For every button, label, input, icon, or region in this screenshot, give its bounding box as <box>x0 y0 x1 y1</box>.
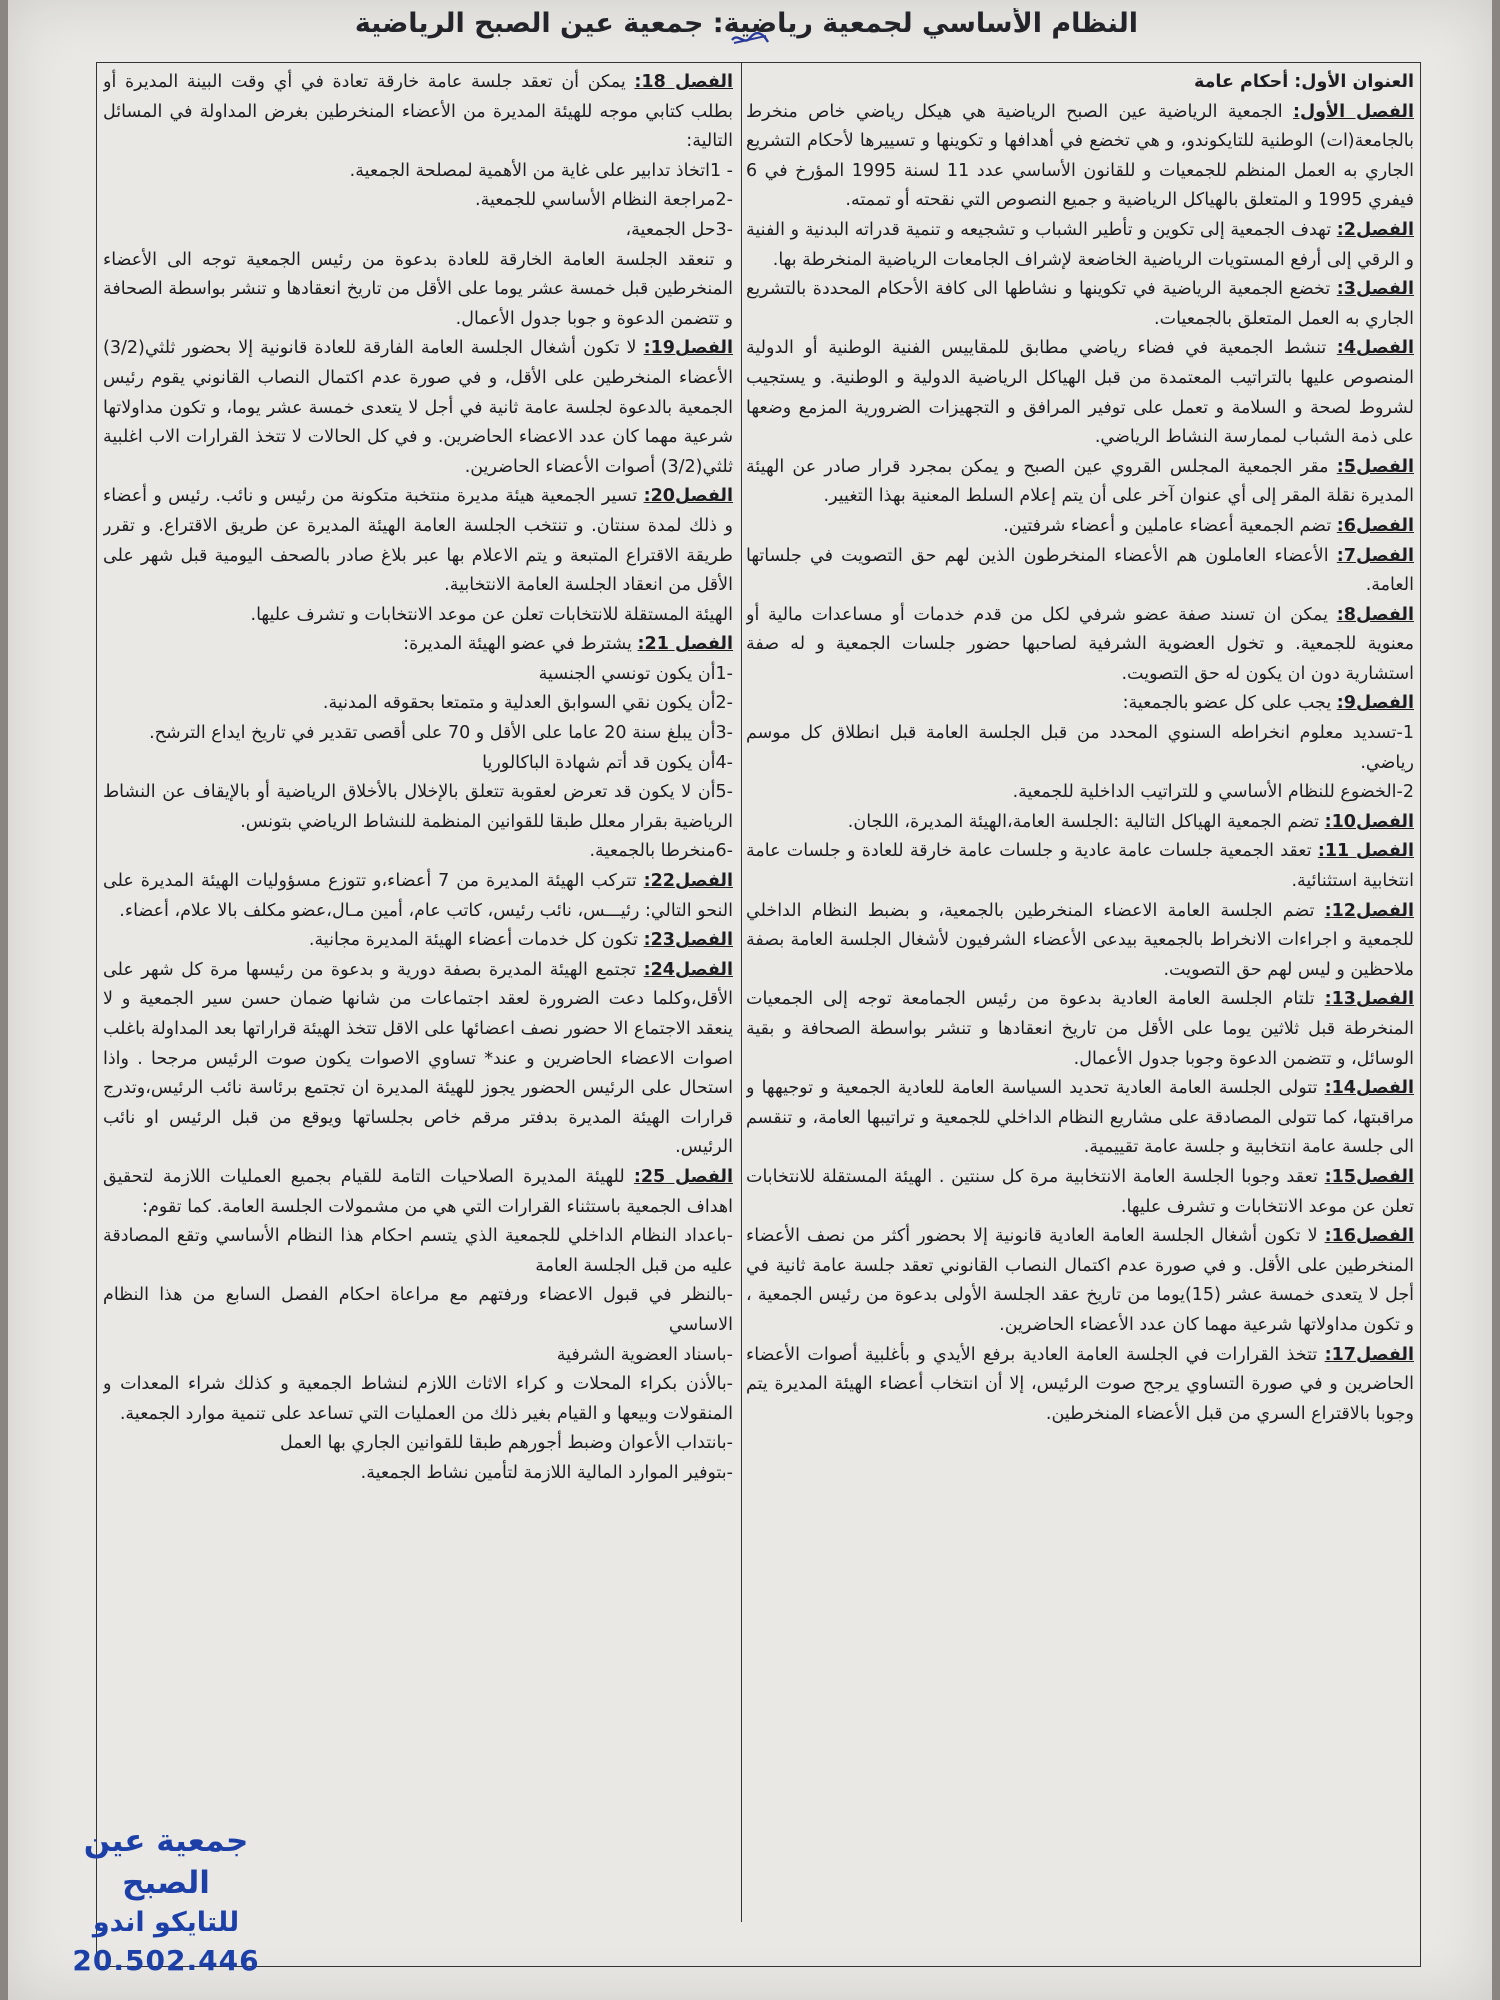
article-paragraph <box>103 246 733 335</box>
article-text: تهدف الجمعية إلى تكوين و تأطير الشباب و تشجيعه و تنمية قدراته البدنية و الفنية و الرقي إلى أرفع المستويات الرياضية الخاضعة لإشراف الجامعات الرياضية المنخرطة بها. <box>746 219 1414 270</box>
article-text: -1أن يكون تونسي الجنسية <box>538 663 733 684</box>
article-paragraph <box>746 689 1414 719</box>
article-paragraph <box>103 157 733 187</box>
article-label: الفصل12: <box>1324 900 1414 921</box>
article-text: -3أن يبلغ سنة 20 عاما على الأقل و 70 على أقصى تقدير في تاريخ ايداع الترشح. <box>149 723 733 744</box>
article-paragraph <box>103 778 733 837</box>
article-label: الفصل3: <box>1336 279 1414 300</box>
article-text: تخضع الجمعية الرياضية في تكوينها و نشاطها الى كافة الأحكام المحددة بالتشريع الجاري به العمل المتعلق بالجمعيات. <box>746 279 1414 329</box>
article-text: -باسناد العضوية الشرفية <box>556 1344 733 1365</box>
article-paragraph <box>746 719 1414 778</box>
article-paragraph <box>103 749 733 779</box>
article-label: الفصل9: <box>1336 693 1414 714</box>
article-paragraph <box>103 1222 733 1281</box>
article-paragraph <box>746 1074 1414 1163</box>
article-paragraph <box>746 837 1414 896</box>
article-text: -5أن لا يكون قد تعرض لعقوبة تتعلق بالإخلال بالأخلاق الرياضية أو بالإيقاف عن النشاط الرياضية بقرار معلل طبقا للقوانين المنظمة للنشاط الرياضي بتونس. <box>103 782 733 832</box>
article-paragraph <box>746 275 1414 334</box>
article-text: الهيئة المستقلة للانتخابات تعلن عن موعد الانتخابات و تشرف عليها. <box>250 604 733 625</box>
article-text: -باعداد النظام الداخلي للجمعية الذي يتسم احكام هذا النظام الأساسي وتقع المصادقة عليه من قبل الجلسة العامة <box>103 1226 733 1276</box>
stamp-phone: 20.502.446 <box>72 1944 260 1977</box>
article-paragraph <box>103 1370 733 1429</box>
article-paragraph <box>746 1222 1414 1340</box>
article-label: الفصل7: <box>1336 545 1414 566</box>
article-paragraph <box>103 1429 733 1459</box>
article-text: يجب على كل عضو بالجمعية: <box>1122 693 1332 714</box>
article-paragraph <box>746 542 1414 601</box>
article-text: -2مراجعة النظام الأساسي للجمعية. <box>475 190 733 211</box>
article-paragraph <box>103 837 733 867</box>
article-label: الفصل5: <box>1336 456 1414 477</box>
article-text: -2أن يكون نقي السوابق العدلية و متمتعا بحقوقه المدنية. <box>322 693 733 714</box>
article-text: -6منخرطا بالجمعية. <box>589 841 733 862</box>
article-text: -4أن يكون قد أتم شهادة الباكالوريا <box>482 752 733 773</box>
article-label: الفصل الأول: <box>1292 101 1414 122</box>
article-paragraph <box>103 630 733 660</box>
article-label: الفصل10: <box>1324 811 1414 832</box>
document-page <box>8 0 1492 2000</box>
article-text: لا تكون أشغال الجلسة العامة الفارقة للعادة قانونية إلا بحضور ثلثي(3/2) الأعضاء المنخرطين على الأقل، و في صورة عدم اكتمال النصاب القانوني يقوم رئيس الجمعية بالدعوة لجلسة عامة ثانية في أجل لا يتعدى خمسة عشر يوما، و تكون مداولاتها شرعية مهما كان عدد الاعضاء الحاضرين. و في كل الحالات لا تتخذ القرارات الاب اغلبية ثلثي(3/2) أصوات الأعضاء الحاضرين. <box>103 338 733 477</box>
article-paragraph <box>103 482 733 600</box>
article-paragraph <box>746 778 1414 808</box>
article-paragraph <box>103 867 733 926</box>
article-text: لا تكون أشغال الجلسة العامة العادية قانونية إلا بحضور أكثر من نصف الأعضاء المنخرطين على الأقل. و في صورة عدم اكتمال النصاب القانوني تعقد جلسة عامة ثانية في أجل لا يتعدى خمسة عشر (15)يوما من تاريخ عقد الجلسة الأولى بدعوة من رئيس الجمعية ، و تكون مداولاتها شرعية مهما كان عدد الأعضاء الحاضرين. <box>746 1226 1414 1335</box>
article-label: الفصل 21: <box>637 634 733 655</box>
article-text: تلتام الجلسة العامة العادية بدعوة من رئيس الجمامعة توجه إلى الجمعيات المنخرطة قبل ثلاثين يوما على الأقل من تاريخ انعقادها و تنشر بواسطة الصحافة و بقية الوسائل، و تتضمن الدعوة وجوبا جدول الأعمال. <box>746 989 1414 1069</box>
article-text: الأعضاء العاملون هم الأعضاء المنخرطون الذين لهم حق التصويت في جلساتها العامة. <box>746 545 1414 596</box>
article-paragraph <box>103 68 733 157</box>
article-text: تعقد وجوبا الجلسة العامة الانتخابية مرة كل سنتين . الهيئة المستقلة للانتخابات تعلن عن موعد الانتخابات و تشرف عليها. <box>746 1166 1414 1217</box>
article-text: -3حل الجمعية، <box>625 219 733 240</box>
article-paragraph <box>103 334 733 482</box>
article-label: الفصل19: <box>643 338 733 359</box>
article-text: يمكن أن تعقد جلسة عامة خارقة تعادة في أي وقت البينة المديرة أو بطلب كتابي موجه للهيئة المديرة من الأعضاء المنخرطين بغرض المداولة في المسائل التالية: <box>103 72 733 152</box>
article-text: -بالأذن بكراء المحلات و كراء الاثاث اللازم لنشاط الجمعية و كذلك شراء المعدات و المنقولات وبيعها و القيام بغير ذلك من العمليات التي تساعد على تنمية موارد الجمعية. <box>103 1374 733 1424</box>
article-text: تتركب الهيئة المديرة من 7 أعضاء،و تتوزع مسؤوليات الهيئة المديرة على النحو التالي: رئيـــس، نائب رئيس، كاتب عام، أمين مـال،عضو مكلف بالا علام، أعضاء. <box>103 871 733 921</box>
article-paragraph <box>746 512 1414 542</box>
article-paragraph <box>103 660 733 690</box>
article-paragraph <box>746 808 1414 838</box>
article-paragraph <box>746 601 1414 690</box>
article-label: الفصل13: <box>1324 989 1414 1010</box>
article-label: الفصل15: <box>1324 1166 1414 1187</box>
article-paragraph <box>746 334 1414 452</box>
article-label: الفصل24: <box>643 959 733 980</box>
article-text: و تنعقد الجلسة العامة الخارقة للعادة بدعوة من رئيس الجمعية توجه الى الأعضاء المنخرطين قبل خمسة عشر يوما على الأقل من تاريخ انعقادها و تنشر بواسطة الصحافة و تتضمن الدعوة و جوبا جدول الأعمال. <box>103 249 733 329</box>
article-label: الفصل 11: <box>1317 841 1414 862</box>
article-paragraph <box>103 1281 733 1340</box>
article-text: 1-تسديد معلوم انخراطه السنوي المحدد من قبل الجلسة العامة قبل انطلاق كل موسم رياضي. <box>746 723 1414 773</box>
article-paragraph <box>103 956 733 1163</box>
article-paragraph <box>746 1163 1414 1222</box>
article-text: للهيئة المديرة الصلاحيات التامة للقيام بجميع العمليات اللازمة لتحقيق اهداف الجمعية باستثناء القرارات التي هي من مشمولات الجلسة العامة. كما تقوم: <box>103 1166 733 1217</box>
article-paragraph <box>103 1341 733 1371</box>
article-label: الفصل 25: <box>633 1166 733 1187</box>
article-paragraph <box>103 1163 733 1222</box>
article-text: تنشط الجمعية في فضاء رياضي مطابق للمقاييس الفنية الوطنية أو الدولية المنصوص عليها بالتراتيب المعتمدة من قبل الهياكل الرياضية الدولية و الوطنية. و يستجيب لشروط لصحة و السلامة و تعمل على توفير المرافق و التجهيزات الضرورية المزمع وضعها على ذمة الشباب لممارسة النشاط الرياضي. <box>746 338 1414 448</box>
article-paragraph <box>746 897 1414 986</box>
article-label: الفصل4: <box>1336 338 1414 359</box>
article-label: الفصل8: <box>1336 604 1414 625</box>
article-text: تسير الجمعية هيئة مديرة منتخبة متكونة من رئيس و نائب. رئيس و أعضاء و ذلك لمدة سنتان. و تنتخب الجلسة العامة الهيئة المديرة عن طريق الاقتراع. و تقرر طريقة الاقتراع المتبعة و يتم الاعلام بها عبر بلاغ صادر بالصحف اليومية قبل شهر على الأقل من انعقاد الجلسة العامة الانتخابية. <box>103 486 733 596</box>
article-paragraph <box>746 985 1414 1074</box>
article-text: تضم الجمعية الهياكل التالية :الجلسة العامة،الهيئة المديرة، اللجان. <box>847 811 1320 832</box>
article-paragraph <box>746 453 1414 512</box>
article-paragraph <box>746 1341 1414 1430</box>
article-text: يشترط في عضو الهيئة المديرة: <box>403 634 632 655</box>
article-text: - 1اتخاذ تدابير على غاية من الأهمية لمصلحة الجمعية. <box>349 160 733 181</box>
article-paragraph <box>746 68 1414 98</box>
right-column <box>746 68 1414 1948</box>
article-text: 2-الخضوع للنظام الأساسي و للتراتيب الداخلية للجمعية. <box>1012 782 1414 803</box>
article-paragraph <box>746 216 1414 275</box>
article-text: -بالنظر في قبول الاعضاء ورفتهم مع مراعاة احكام الفصل السابع من هذا النظام الاساسي <box>103 1285 733 1335</box>
article-text: تضم الجمعية أعضاء عاملين و أعضاء شرفتين. <box>1003 515 1332 536</box>
article-label: الفصل6: <box>1336 515 1414 536</box>
left-column <box>103 68 733 1948</box>
association-stamp <box>36 1820 296 1977</box>
document-title: النظام الأساسي لجمعية رياضية: جمعية عين الصبح الرياضية <box>354 8 1138 39</box>
article-paragraph <box>103 186 733 216</box>
article-label: الفصل20: <box>643 486 733 507</box>
article-text: تعقد الجمعية جلسات عامة عادية و جلسات عامة خارقة للعادة و جلسات عامة انتخابية استثنائية. <box>746 841 1414 892</box>
article-label: الفصل16: <box>1324 1226 1414 1247</box>
article-paragraph <box>103 1459 733 1489</box>
article-text: -بتوفير الموارد المالية اللازمة لتأمين نشاط الجمعية. <box>360 1462 733 1483</box>
article-text: تتولى الجلسة العامة العادية تحديد السياسة العامة للعادية الجمعية و توجيهها و مراقبتها، كما تتولى المصادقة على مشاريع النظام الداخلي للجمعية و تراتيبها العامة، و تنقسم الى جلسة عامة انتخابية و جلسة عامة تقييمية. <box>746 1078 1414 1158</box>
article-paragraph <box>103 926 733 956</box>
article-text: تتخذ القرارات في الجلسة العامة العادية برفع الأيدي و بأغلبية أصوات الأعضاء الحاضرين و في صورة التساوي يرجح صوت الرئيس، إلا أن انتخاب أعضاء الهيئة المديرة يتم وجوبا بالاقتراع السري من قبل الأعضاء المنخرطين. <box>746 1344 1414 1424</box>
article-text: مقر الجمعية المجلس القروي عين الصبح و يمكن بمجرد قرار صادر عن الهيئة المديرة نقلة المقر إلى أي عنوان آخر على أن يتم إعلام السلط المعنية بهذا التغيير. <box>746 456 1414 507</box>
article-paragraph <box>103 719 733 749</box>
article-label: الفصل2: <box>1336 219 1414 240</box>
article-text: -بانتداب الأعوان وضبط أجورهم طبقا للقوانين الجاري بها العمل <box>280 1433 733 1454</box>
article-text: العنوان الأول: أحكام عامة <box>1193 72 1414 92</box>
article-text: تكون كل خدمات أعضاء الهيئة المديرة مجانية. <box>308 930 639 951</box>
article-paragraph <box>103 216 733 246</box>
article-paragraph <box>746 98 1414 216</box>
article-label: الفصل23: <box>643 930 733 951</box>
article-text: تجتمع الهيئة المديرة بصفة دورية و بدعوة من رئيسها مرة كل شهر على الأقل،وكلما دعت الضرورة لعقد اجتماعات من شانها ضمان حسن سير الجمعية و لا ينعقد الاجتماع الا حضور نصف اعضائها على الاقل تتخذ الهيئة قراراتها بعد المداولة باغلب اصوات الاعضاء الحاضرين و عند* تساوي الاصوات يكون صوت الرئيس مرجحا . واذا استحال على الرئيس الحضور يجوز للهيئة المديرة ان تجتمع برئاسة نائب الرئيس،وتدرج قرارات الهيئة المديرة بدفتر مرقم خاص بجلساتها ويوقع من قبل الرئيس او نائب الرئيس. <box>103 959 733 1158</box>
article-label: الفصل17: <box>1324 1344 1414 1365</box>
article-paragraph <box>103 689 733 719</box>
article-text: الجمعية الرياضية عين الصبح الرياضية هي هيكل رياضي خاص منخرط بالجامعة(ات) الوطنية للتايكوندو، و هي تخضع في أهدافها و تكوينها و تسييرها لأحكام التشريع الجاري به العمل المنظم للجمعيات و للقانون الأساسي عدد 11 لسنة 1995 المؤرخ في 6 فيفري 1995 و المتعلق بالهياكل الرياضية و جميع النصوص التي نقحته أو تممته. <box>746 101 1414 211</box>
article-text: تضم الجلسة العامة الاعضاء المنخرطين بالجمعية، و بضبط النظام الداخلي للجمعية و اجراءات الانخراط بالجمعية بيدعى الأعضاء الشرفيون لأشغال الجلسة العامة بصفة ملاحظين و ليس لهم حق التصويت. <box>746 900 1414 980</box>
article-paragraph <box>103 601 733 631</box>
stamp-line-1: جمعية عين الصبح <box>83 1823 249 1901</box>
article-label: الفصل22: <box>643 871 733 892</box>
article-text: يمكن ان تسند صفة عضو شرفي لكل من قدم خدمات أو مساعدات مالية أو معنوية للجمعية. و تخول العضوية الشرفية لصاحبها حضور جلسات الجمعية و له صفة استشارية دون ان يكون له حق التصويت. <box>746 604 1414 684</box>
stamp-line-2: للتايكو اندو <box>92 1907 240 1938</box>
article-label: الفصل 18: <box>634 72 733 92</box>
column-divider <box>741 62 742 1922</box>
article-label: الفصل14: <box>1324 1078 1414 1099</box>
